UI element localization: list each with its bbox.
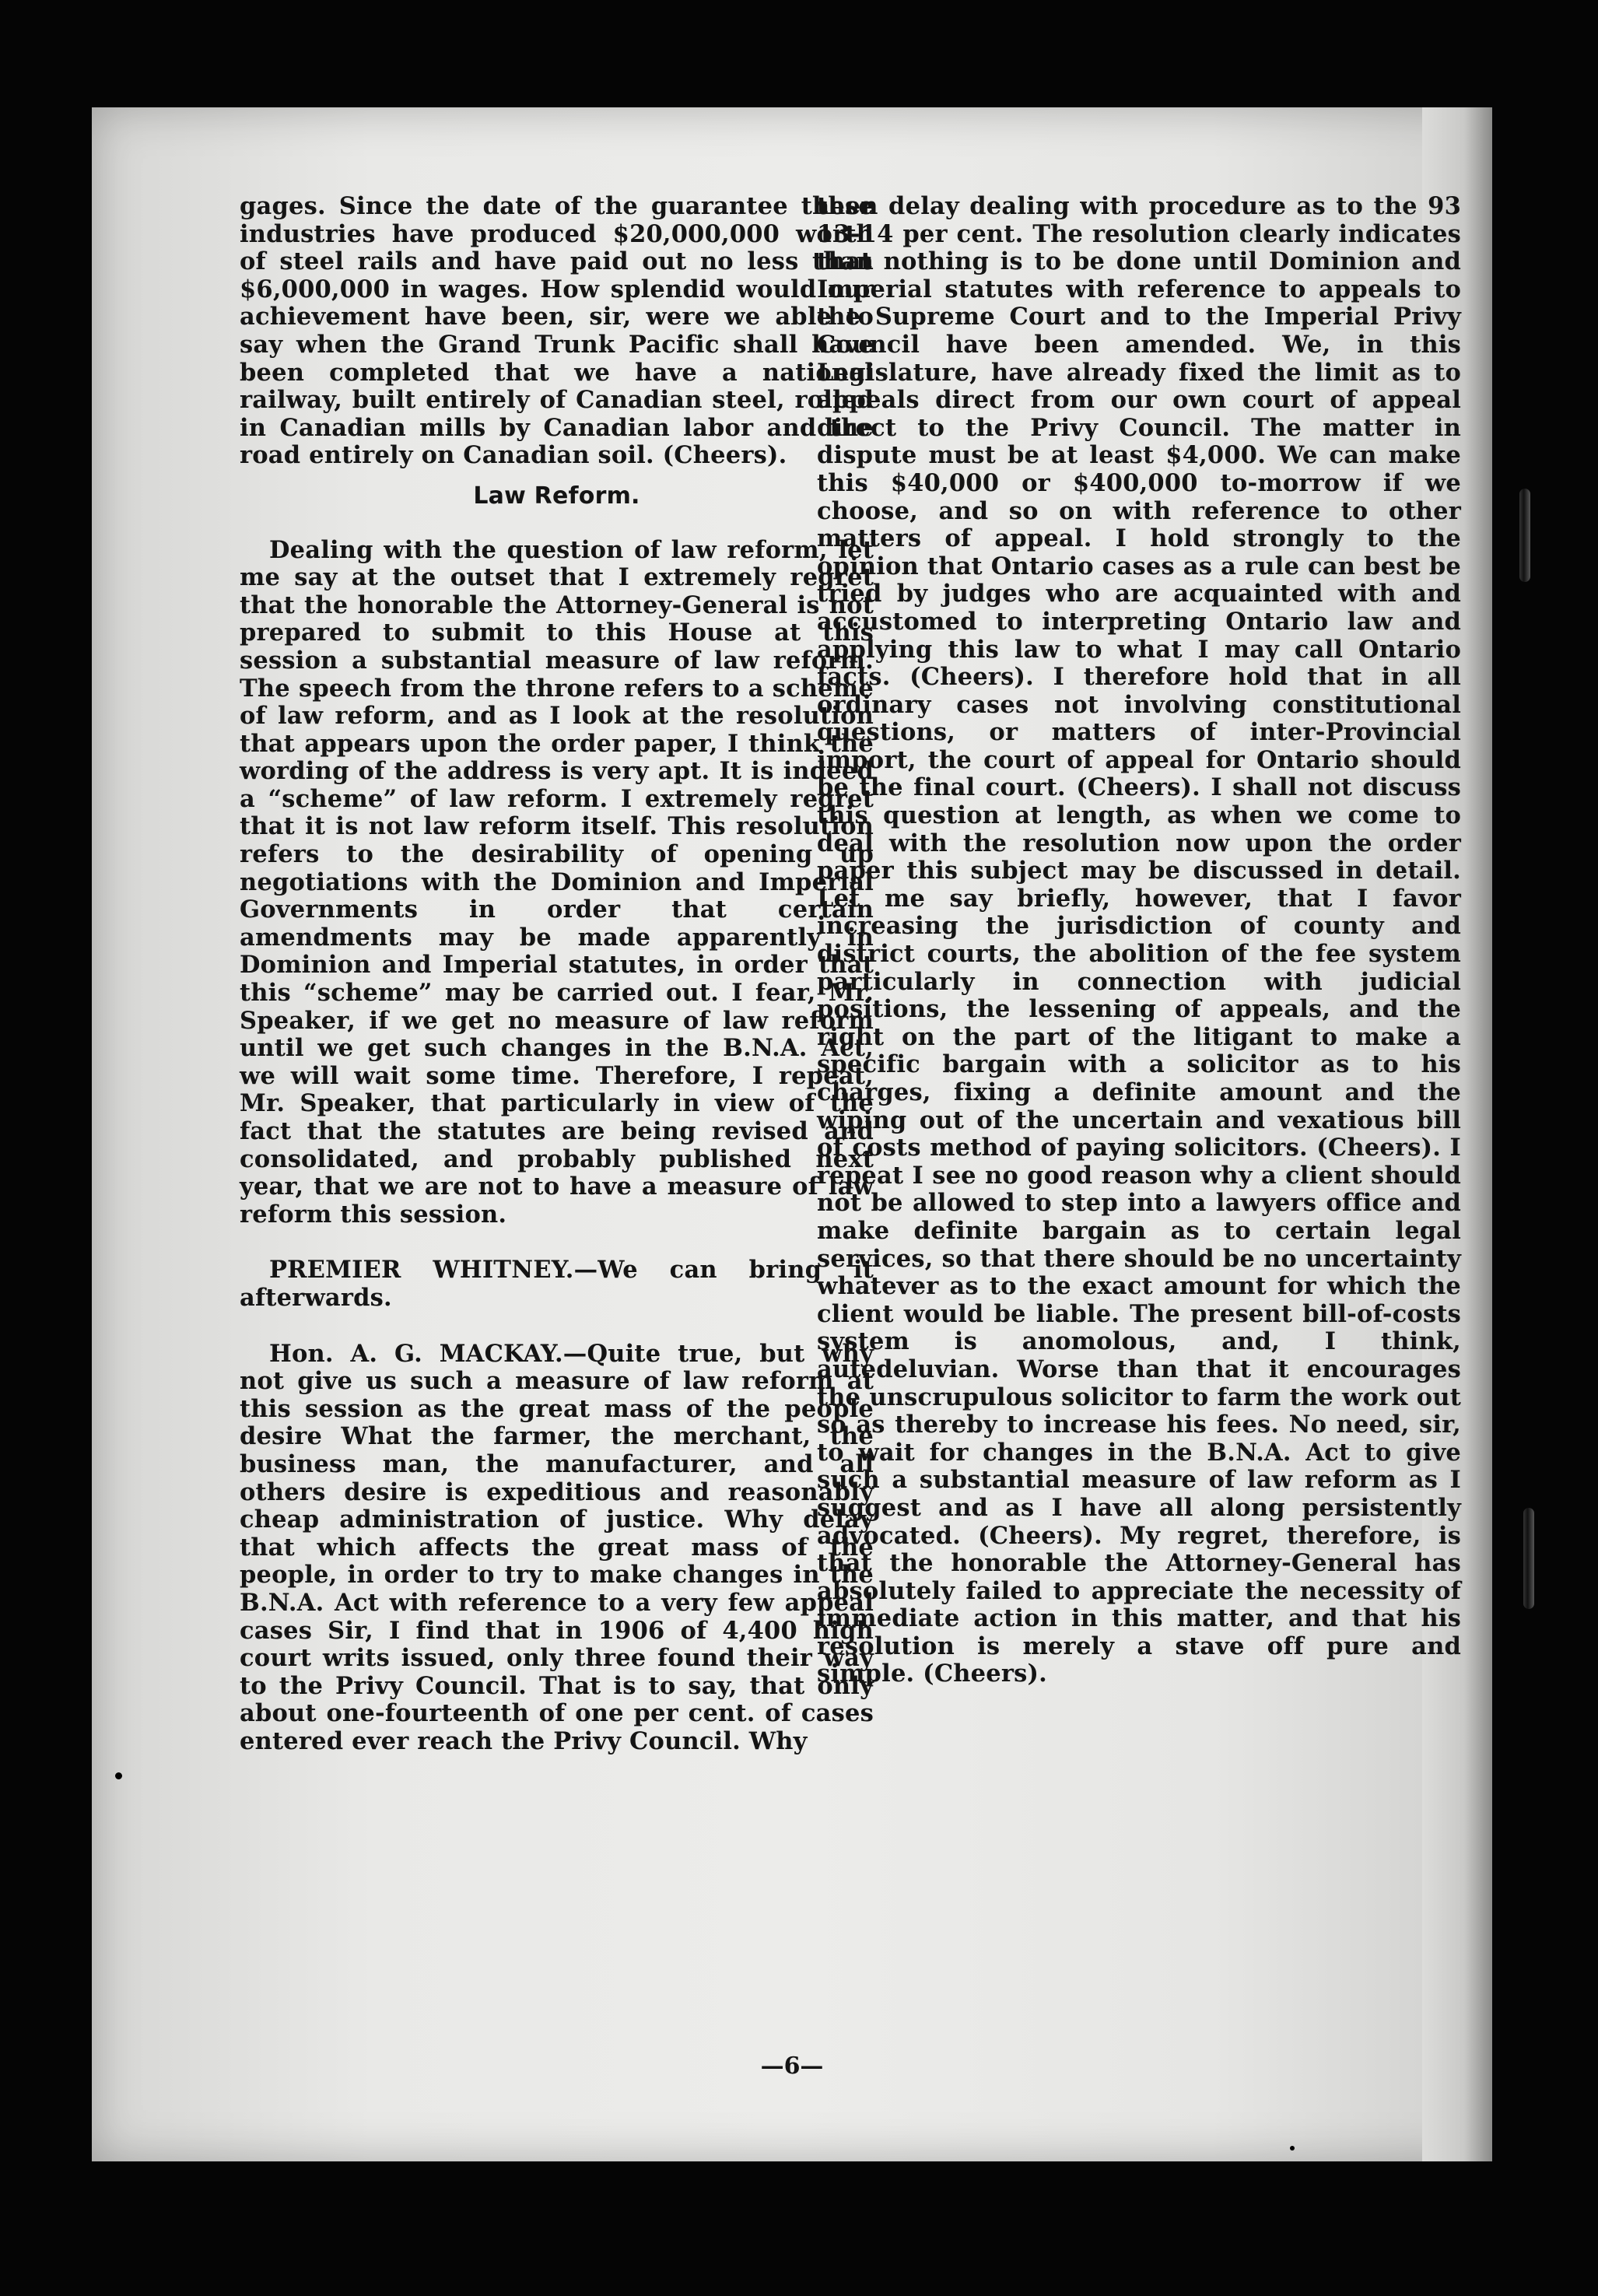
ink-speck	[115, 1772, 122, 1779]
page-number: —6—	[760, 2052, 824, 2080]
paragraph-mackay: Hon. A. G. MACKAY.—Quite true, but why not give us such a measure of law reform at this session as the great mass of the people desire What the farmer, the merchant, the business man, the manufacturer, and all others desire is expeditious and reasonably cheap administration of justice. Why delay that which affects the great mass of the people, in order to try to make changes in the B.N.A. Act with reference to a very few appeal cases Sir, I find that in 1906 of 4,400 high court writs issued, only three found their way to the Privy Council. That is to say, that only about one-fourteenth of one per cent. of cases entered ever reach the Privy Council. Why	[240, 1339, 874, 1755]
left-column	[240, 193, 874, 1755]
binding-mark	[1519, 489, 1530, 582]
document-page	[92, 107, 1492, 2161]
ink-speck	[1290, 2146, 1295, 2151]
paragraph-law-reform: Dealing with the question of law reform, let me say at the outset that I extremely regret that the honorable the Attorney-General is not prepared to submit to this House at this session a substantial measure of law reform. The speech from the throne refers to a scheme of law reform, and as I look at the resolution that appears upon the order paper, I think the wording of the address is very apt. It is indeed a “scheme” of law reform. I extremely regret that it is not law reform itself. This resolution refers to the desirability of opening up negotiations with the Dominion and Imperial Governments in order that certain amendments may be made apparently in Dominion and Imperial statutes, in order that this “scheme” may be carried out. I fear, Mr. Speaker, if we get no measure of law reform until we get such changes in the B.N.A. Act, we will wait some time. Therefore, I repeat, Mr. Speaker, that particularly in view of the fact that the statutes are being revised and consolidated, and probably published next year, that we are not to have a measure of law reform this session.	[240, 535, 874, 1229]
binding-mark	[1523, 1508, 1534, 1609]
paragraph-premier-whitney: PREMIER WHITNEY.—We can bring it afterwards.	[240, 1256, 874, 1312]
right-column	[817, 193, 1461, 1688]
paragraph-steel-industry: gages. Since the date of the guarantee these industries have produced $20,000,000 worth of steel rails and have paid out no less than $6,000,000 in wages. How splendid would our achievement have been, sir, were we able to say when the Grand Trunk Pacific shall have been completed that we have a national railway, built entirely of Canadian steel, rolled in Canadian mills by Canadian labor and the road entirely on Canadian soil. (Cheers).	[240, 192, 874, 470]
paragraph-procedure: then delay dealing with procedure as to the 93 13-14 per cent. The resolution clearly indicates that nothing is to be done until Dominion and Imperial statutes with reference to appeals to the Supreme Court and to the Imperial Privy Council have been amended. We, in this Legislature, have already fixed the limit as to appeals direct from our own court of appeal direct to the Privy Council. The matter in dispute must be at least $4,000. We can make this $40,000 or $400,000 to-morrow if we choose, and so on with reference to other matters of appeal. I hold strongly to the opinion that Ontario cases as a rule can best be tried by judges who are acquainted with and accustomed to interpreting Ontario law and applying this law to what I may call Ontario facts. (Cheers). I therefore hold that in all ordinary cases not involving constitutional questions, or matters of inter-Provincial import, the court of appeal for Ontario should be the final court. (Cheers). I shall not discuss this question at length, as when we come to deal with the resolution now upon the order paper this subject may be discussed in detail. Let me say briefly, however, that I favor increasing the jurisdiction of county and district courts, the abolition of the fee system particularly in connection with judicial positions, the lessening of appeals, and the right on the part of the litigant to make a specific bargain with a solicitor as to his charges, fixing a definite amount and the wiping out of the uncertain and vexatious bill of costs method of paying solicitors. (Cheers). I repeat I see no good reason why a client should not be allowed to step into a lawyers office and make definite bargain as to certain legal services, so that there should be no uncertainty whatever as to the exact amount for which the client would be liable. The present bill-of-costs system is anomolous, and, I think, autedeluvian. Worse than that it encourages the unscrupulous solicitor to farm the work out so as thereby to increase his fees. No need, sir, to wait for changes in the B.N.A. Act to give such a substantial measure of law reform as I suggest and as I have all along persistently advocated. (Cheers). My regret, therefore, is that the honorable the Attorney-General has absolutely failed to appreciate the necessity of immediate action in this matter, and that his resolution is merely a stave off pure and simple. (Cheers).	[817, 192, 1461, 1688]
section-heading-law-reform: Law Reform.	[473, 482, 640, 510]
